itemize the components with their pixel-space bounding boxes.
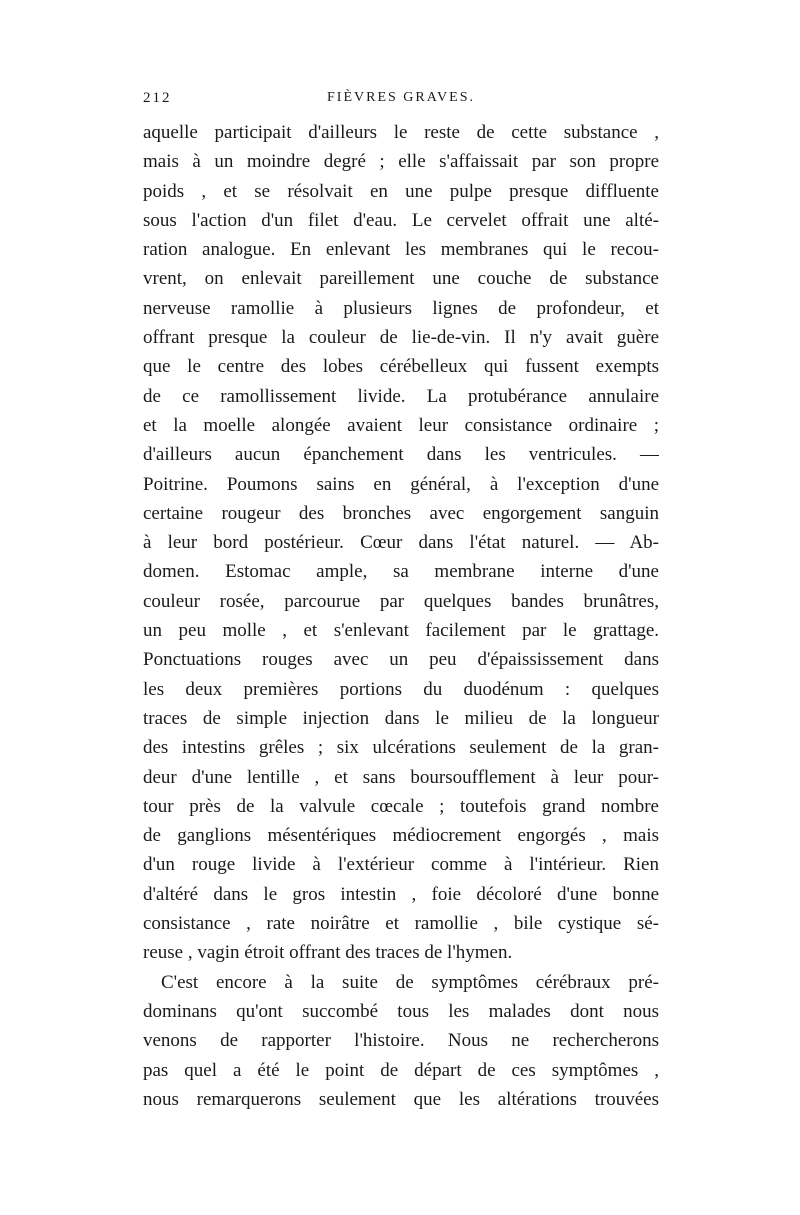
- text-line: deur d'une lentille , et sans boursoufflement à leur pour-: [143, 766, 659, 788]
- paragraph-start-line: C'est encore à la suite de symptômes cérébraux pré-: [161, 971, 659, 993]
- body-text: [143, 118, 659, 1114]
- text-line: vrent, on enlevait pareillement une couche de substance: [143, 268, 659, 290]
- text-line: traces de simple injection dans le milieu de la longueur: [143, 707, 659, 729]
- running-head: [143, 90, 659, 114]
- text-line: de ganglions mésentériques médiocrement engorgés , mais: [143, 825, 659, 847]
- text-line: nous remarquerons seulement que les altérations trouvées: [143, 1088, 659, 1110]
- text-line: domen. Estomac ample, sa membrane interne d'une: [143, 561, 659, 583]
- text-line: un peu molle , et s'enlevant facilement par le grattage.: [143, 620, 659, 642]
- text-line: que le centre des lobes cérébelleux qui fussent exempts: [143, 356, 659, 378]
- text-line: et la moelle alongée avaient leur consistance ordinaire ;: [143, 414, 659, 436]
- text-line: mais à un moindre degré ; elle s'affaissait par son propre: [143, 151, 659, 173]
- text-line: dominans qu'ont succombé tous les malades dont nous: [143, 1000, 659, 1022]
- text-line: Ponctuations rouges avec un peu d'épaississement dans: [143, 649, 659, 671]
- page-number: 212: [143, 90, 172, 106]
- text-line: sous l'action d'un filet d'eau. Le cervelet offrait une alté-: [143, 209, 659, 231]
- text-line: tour près de la valvule cœcale ; toutefois grand nombre: [143, 795, 659, 817]
- text-line: certaine rougeur des bronches avec engorgement sanguin: [143, 502, 659, 524]
- paragraph-end-line: reuse , vagin étroit offrant des traces de l'hymen.: [143, 942, 513, 964]
- text-line: poids , et se résolvait en une pulpe presque diffluente: [143, 180, 659, 202]
- text-line: pas quel a été le point de départ de ces symptômes ,: [143, 1059, 659, 1081]
- text-line: d'ailleurs aucun épanchement dans les ventricules. —: [143, 444, 659, 466]
- text-line: d'un rouge livide à l'extérieur comme à l'intérieur. Rien: [143, 854, 659, 876]
- text-line: venons de rapporter l'histoire. Nous ne rechercherons: [143, 1030, 659, 1052]
- text-line: nerveuse ramollie à plusieurs lignes de profondeur, et: [143, 297, 659, 319]
- text-line: ration analogue. En enlevant les membranes qui le recou-: [143, 239, 659, 261]
- text-line: offrant presque la couleur de lie-de-vin. Il n'y avait guère: [143, 327, 659, 349]
- text-line: d'altéré dans le gros intestin , foie décoloré d'une bonne: [143, 883, 659, 905]
- text-line: les deux premières portions du duodénum : quelques: [143, 678, 659, 700]
- text-line: aquelle participait d'ailleurs le reste de cette substance ,: [143, 122, 659, 143]
- text-line: des intestins grêles ; six ulcérations seulement de la gran-: [143, 737, 659, 759]
- text-line: de ce ramollissement livide. La protubérance annulaire: [143, 385, 659, 407]
- text-line: consistance , rate noirâtre et ramollie , bile cystique sé-: [143, 913, 659, 935]
- text-line: à leur bord postérieur. Cœur dans l'état naturel. — Ab-: [143, 532, 659, 554]
- text-line: Poitrine. Poumons sains en général, à l'exception d'une: [143, 473, 659, 495]
- text-line: couleur rosée, parcourue par quelques bandes brunâtres,: [143, 590, 659, 612]
- running-title: FIÈVRES GRAVES.: [327, 90, 475, 105]
